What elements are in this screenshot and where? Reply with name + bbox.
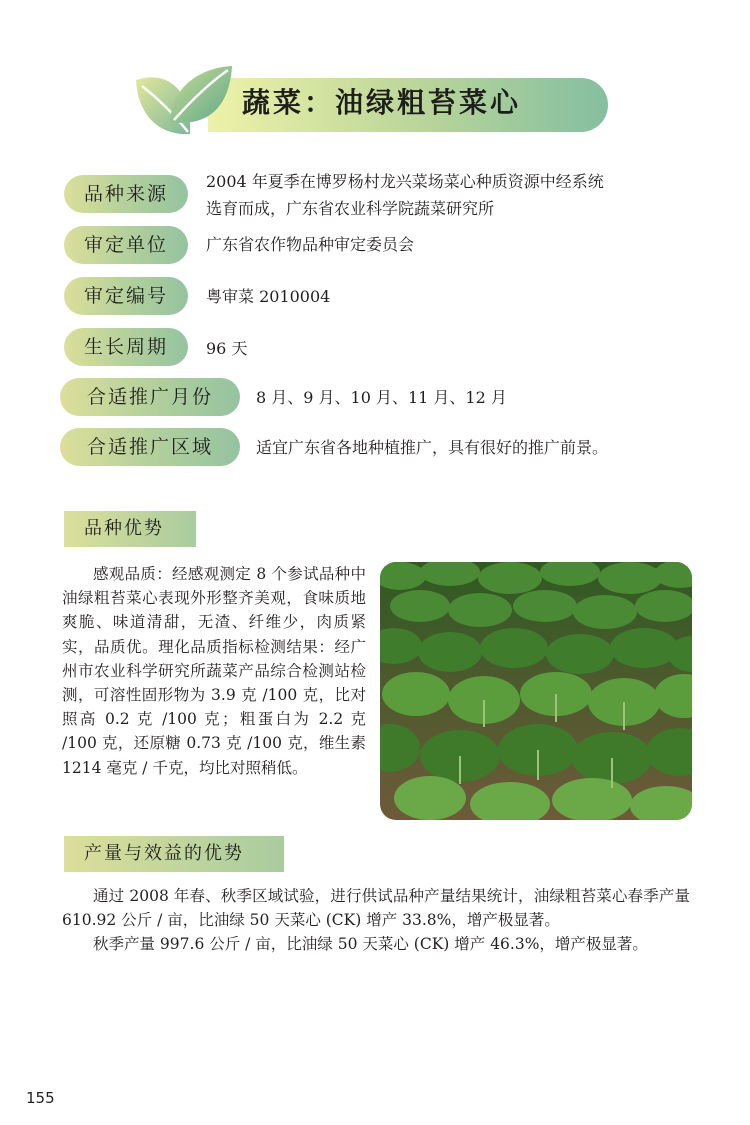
vegetable-field-photo (380, 562, 692, 820)
vegetable-field-image (380, 562, 692, 820)
label-variety-source: 品种来源 (64, 175, 188, 213)
value-approval-unit: 广东省农作物品种审定委员会 (206, 235, 415, 254)
label-approval-unit: 审定单位 (64, 226, 188, 264)
value-growth-cycle: 96 天 (206, 339, 248, 358)
advantage-text: 感观品质：经感观测定 8 个参试品种中油绿粗苔菜心表现外形整齐美观，食味质地爽脆、味道清甜，无渣、纤维少，肉质紧实，品质优。理化品质指标检测结果：经广州市农业科学研究所蔬菜产品综合检测站检测，可溶性固形物为 3.9 克 /100 克，比对照高 0.2 克 /100 克；粗蛋白为 2.2 克 /100 克，还原糖 0.73 克 /100 克，维生素 1214 毫克 / 千克，均比对照稍低。 (62, 565, 366, 777)
label-promotion-region: 合适推广区域 (60, 428, 240, 466)
value-approval-number: 粤审菜 2010004 (206, 287, 331, 306)
label-growth-cycle: 生长周期 (64, 328, 188, 366)
leaf-icon (130, 62, 234, 144)
label-promotion-months: 合适推广月份 (60, 378, 240, 416)
section-heading-yield: 产量与效益的优势 (64, 836, 284, 872)
yield-text-spring: 通过 2008 年春、秋季区域试验，进行供试品种产量结果统计，油绿粗苔菜心春季产量 610.92 公斤 / 亩，比油绿 50 天菜心 (CK) 增产 33.8%，增产极显著。 (62, 887, 690, 930)
yield-text-autumn: 秋季产量 997.6 公斤 / 亩，比油绿 50 天菜心 (CK) 增产 46.3%，增产极显著。 (93, 935, 648, 954)
value-variety-source: 2004 年夏季在博罗杨村龙兴菜场菜心种质资源中经系统 (206, 172, 604, 191)
value-variety-source-line2: 选育而成，广东省农业科学院蔬菜研究所 (206, 199, 495, 218)
page-title: 蔬菜：油绿粗苔菜心 (242, 86, 522, 119)
label-approval-number: 审定编号 (64, 277, 188, 315)
advantage-paragraph (62, 562, 366, 780)
page-number: 155 (26, 1089, 55, 1107)
value-promotion-region: 适宜广东省各地种植推广，具有很好的推广前景。 (256, 438, 609, 457)
page-header (130, 62, 610, 144)
yield-paragraphs (62, 884, 690, 957)
section-heading-advantage: 品种优势 (64, 511, 196, 547)
value-promotion-months: 8 月、9 月、10 月、11 月、12 月 (256, 388, 507, 407)
